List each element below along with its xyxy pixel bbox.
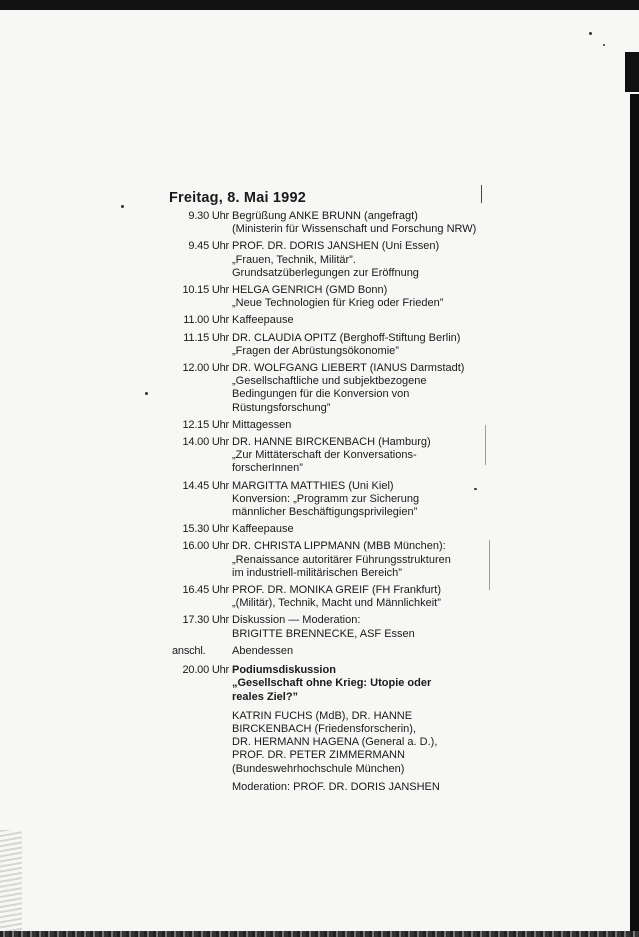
entry-content — [232, 436, 485, 476]
schedule-entry — [165, 614, 485, 640]
entry-line: „(Militär), Technik, Macht und Männlichkeit” — [232, 597, 441, 610]
entry-time: 14.00 Uhr — [182, 436, 229, 449]
scan-top-border — [0, 0, 639, 10]
scan-vertical-mark — [489, 540, 490, 590]
entry-line: (Ministerin für Wissenschaft und Forschung NRW) — [232, 223, 477, 236]
schedule-entry — [165, 284, 485, 310]
entry-line: BRIGITTE BRENNECKE, ASF Essen — [232, 627, 415, 640]
entry-content — [232, 240, 485, 280]
entry-line: Grundsatzüberlegungen zur Eröffnung — [232, 266, 419, 279]
entry-line: Konversion: „Programm zur Sicherung — [232, 492, 420, 505]
entry-line: „Frauen, Technik, Militär”. — [232, 253, 356, 266]
entry-time: 11.00 Uhr — [183, 314, 229, 327]
entry-line: Kaffeepause — [232, 523, 294, 536]
entry-content — [232, 480, 485, 520]
podium-participant-line: PROF. DR. PETER ZIMMERMANN — [232, 749, 405, 762]
entry-line: PROF. DR. MONIKA GREIF (FH Frankfurt) — [232, 584, 442, 597]
entry-line: „Fragen der Abrüstungsökonomie” — [232, 344, 399, 357]
schedule-entry — [165, 332, 485, 358]
entry-line: im industriell-militärischen Bereich” — [232, 566, 402, 579]
entry-time: 9.30 Uhr — [188, 210, 229, 222]
entry-line: Bedingungen für die Konversion von — [232, 388, 410, 401]
schedule-entry — [165, 645, 485, 658]
entry-content — [232, 284, 485, 310]
entry-time: 12.15 Uhr — [182, 418, 229, 431]
entry-time: 12.00 Uhr — [182, 362, 229, 375]
entry-time: 9.45 Uhr — [188, 240, 229, 253]
schedule-entry — [165, 523, 485, 536]
schedule-entry — [165, 240, 485, 280]
scan-right-tab — [625, 52, 639, 92]
entry-line: DR. CHRISTA LIPPMANN (MBB München): — [232, 540, 446, 553]
scan-left-noise — [0, 830, 22, 931]
schedule-entry — [165, 314, 485, 327]
podium-participant-line: DR. HERMANN HAGENA (General a. D.), — [232, 736, 438, 749]
entry-content — [232, 645, 485, 658]
entry-line: Diskussion — Moderation: — [232, 614, 361, 627]
scan-bottom-border — [0, 931, 639, 937]
entry-line: DR. HANNE BIRCKENBACH (Hamburg) — [232, 436, 431, 449]
entry-time: 16.45 Uhr — [182, 584, 229, 597]
entry-time: 10.15 Uhr — [182, 284, 229, 297]
scan-speck — [145, 392, 148, 395]
entry-line: HELGA GENRICH (GMD Bonn) — [232, 284, 388, 297]
entry-line: „Neue Technologien für Krieg oder Frieden” — [232, 297, 444, 310]
schedule-entry — [165, 584, 485, 610]
podium-participant-line: KATRIN FUCHS (MdB), DR. HANNE — [232, 709, 413, 722]
podium-participant-line: BIRCKENBACH (Friedensforscherin), — [232, 722, 416, 735]
entry-content — [232, 540, 485, 580]
entry-content — [232, 614, 485, 640]
entry-line: „Renaissance autoritärer Führungsstrukturen — [232, 553, 451, 566]
entry-content — [232, 314, 485, 327]
scan-speck — [603, 44, 605, 46]
podium-entry — [165, 664, 485, 794]
podium-moderation: Moderation: PROF. DR. DORIS JANSHEN — [232, 780, 440, 793]
schedule-entry — [165, 436, 485, 476]
entry-time: 20.00 Uhr — [182, 664, 229, 677]
entry-line: PROF. DR. DORIS JANSHEN (Uni Essen) — [232, 240, 440, 253]
entry-time: 14.45 Uhr — [182, 479, 229, 492]
scan-speck — [121, 205, 124, 208]
entry-line: MARGITTA MATTHIES (Uni Kiel) — [232, 479, 394, 492]
entry-line: „Zur Mittäterschaft der Konversations- — [232, 449, 417, 462]
entry-line: Abendessen — [232, 644, 294, 657]
entry-time: 11.15 Uhr — [183, 331, 229, 344]
podium-heading: Podiumsdiskussion — [232, 664, 336, 677]
entry-time: anschl. — [172, 644, 206, 657]
scan-vertical-mark — [485, 425, 486, 465]
entry-time: 16.00 Uhr — [182, 540, 229, 553]
schedule-entry — [165, 362, 485, 415]
schedule-entry — [165, 210, 485, 236]
program-schedule — [165, 190, 485, 798]
schedule-entries — [165, 210, 485, 658]
entry-content — [232, 419, 485, 432]
podium-subtitle-line: reales Ziel?” — [232, 690, 299, 703]
entry-line: DR. CLAUDIA OPITZ (Berghoff-Stiftung Berlin) — [232, 331, 461, 344]
entry-line: Rüstungsforschung” — [232, 401, 331, 414]
schedule-entry — [165, 480, 485, 520]
entry-line: Kaffeepause — [232, 314, 294, 327]
entry-content — [232, 210, 485, 236]
entry-line: DR. WOLFGANG LIEBERT (IANUS Darmstadt) — [232, 362, 465, 375]
entry-time: 17.30 Uhr — [182, 614, 229, 627]
entry-content — [232, 362, 485, 415]
entry-line: Begrüßung ANKE BRUNN (angefragt) — [232, 210, 418, 222]
entry-content — [232, 332, 485, 358]
day-title: Freitag, 8. Mai 1992 — [169, 190, 306, 206]
schedule-entry — [165, 540, 485, 580]
entry-line: „Gesellschaftliche und subjektbezogene — [232, 375, 427, 388]
entry-time: 15.30 Uhr — [182, 523, 229, 536]
entry-content — [232, 584, 485, 610]
podium-participant-line: (Bundeswehrhochschule München) — [232, 762, 405, 775]
entry-content — [232, 523, 485, 536]
scan-right-border — [630, 94, 639, 937]
entry-line: forscherInnen” — [232, 462, 303, 475]
schedule-entry — [165, 419, 485, 432]
entry-line: männlicher Beschäftigungsprivilegien” — [232, 506, 418, 519]
podium-subtitle-line: „Gesellschaft ohne Krieg: Utopie oder — [232, 677, 432, 690]
scan-speck — [589, 32, 592, 35]
entry-line: Mittagessen — [232, 418, 292, 431]
